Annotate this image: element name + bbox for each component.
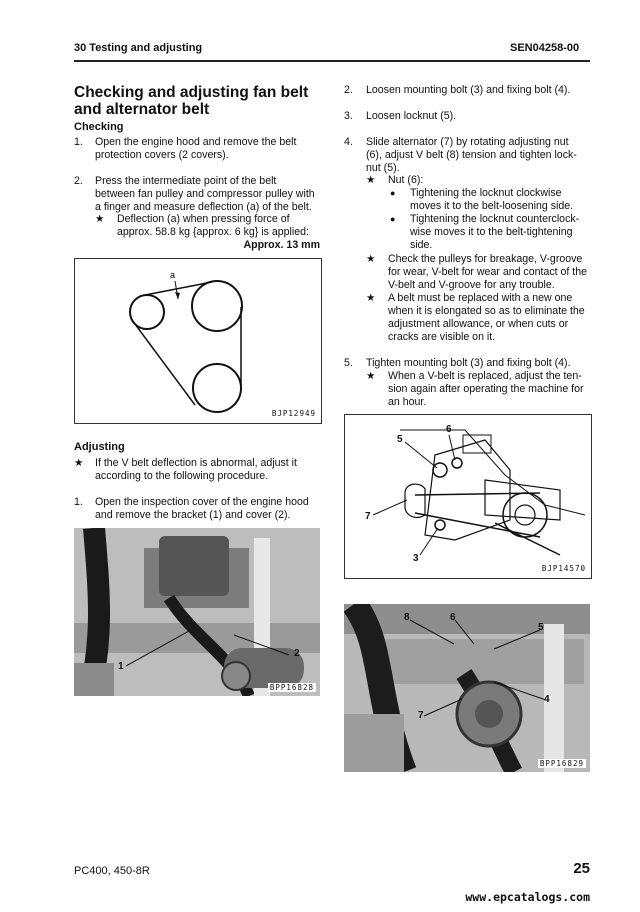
step5-text: Tighten mounting bolt (3) and fixing bolt (4).	[366, 357, 571, 369]
callout-2: 2	[294, 648, 300, 659]
callout-5: 5	[397, 434, 403, 445]
replace-note: A belt must be replaced with a new one when it is elongated so as to eliminate the adjustment allowance, or when cuts or cracks are visible on it.	[388, 292, 585, 343]
figure-code: BJP14570	[541, 564, 586, 573]
step3-text: Loosen locknut (5).	[366, 110, 457, 122]
deflection-value: Approx. 13 mm	[243, 239, 320, 251]
star-icon: ★	[366, 253, 376, 265]
step4-number: 4.	[344, 136, 353, 148]
callout-6: 6	[446, 424, 452, 435]
header-rule	[74, 60, 590, 62]
callout-3: 3	[413, 553, 419, 564]
photo-code: BPP16828	[269, 683, 314, 692]
step2-number: 2.	[344, 84, 353, 96]
model-label: PC400, 450-8R	[74, 865, 150, 877]
section-header: 30 Testing and adjusting	[74, 42, 203, 54]
adjusting-step1-number: 1.	[74, 496, 83, 508]
star-icon: ★	[366, 370, 376, 382]
callout-5: 5	[538, 622, 544, 633]
step3-number: 3.	[344, 110, 353, 122]
page-number: 25	[573, 860, 590, 877]
adjusting-heading: Adjusting	[74, 441, 125, 453]
engine-photo-alternator	[344, 604, 590, 772]
nut-label: Nut (6):	[388, 174, 424, 186]
star-icon: ★	[366, 292, 376, 304]
step5-number: 5.	[344, 357, 353, 369]
title-line-1: Checking and adjusting fan belt	[74, 84, 309, 101]
photo-code: BPP16829	[539, 759, 584, 768]
callout-1: 1	[118, 661, 124, 672]
checking-step2-number: 2.	[74, 175, 83, 187]
engine-photo-bracket-cover	[74, 528, 320, 696]
callout-8: 8	[404, 612, 410, 623]
callout-7: 7	[365, 511, 371, 522]
adjusting-note: If the V belt deflection is abnormal, adjust it according to the following procedure.	[95, 457, 297, 482]
adjusting-step1: Open the inspection cover of the engine hood and remove the bracket (1) and cover (2).	[95, 496, 309, 521]
belt-deflection-diagram	[74, 258, 322, 424]
star-icon: ★	[74, 457, 84, 469]
step4-text: Slide alternator (7) by rotating adjusting nut (6), adjust V belt (8) tension and tighten lock- nut (5).	[366, 136, 577, 174]
bullet1-text: Tightening the locknut clockwise moves it to the belt-loosening side.	[410, 187, 574, 212]
callout-7: 7	[418, 710, 424, 721]
step5-note: When a V-belt is replaced, adjust the ten- sion again after operating the machine for an hour.	[388, 370, 584, 408]
callout-6: 6	[450, 612, 456, 623]
document-id: SEN04258-00	[510, 42, 580, 54]
page-title	[74, 84, 308, 118]
checking-step2: Press the intermediate point of the belt between fan pulley and compressor pulley with a finger and measure deflection (a) of the belt.	[95, 175, 315, 213]
title-line-2: and alternator belt	[74, 101, 210, 118]
checking-step1-number: 1.	[74, 136, 83, 148]
checking-step1: Open the engine hood and remove the belt protection covers (2 covers).	[95, 136, 297, 161]
bullet2-text: Tightening the locknut counterclock- wise moves it to the belt-tightening side.	[410, 213, 580, 251]
check-note: Check the pulleys for breakage, V-groove for wear, V-belt for wear and contact of the V-belt and V-groove for any trouble.	[388, 253, 588, 291]
bullet-icon: ●	[390, 188, 396, 198]
callout-4: 4	[544, 694, 550, 705]
deflection-label-a: a	[170, 270, 176, 280]
figure-code: BJP12949	[271, 409, 316, 418]
step2-text: Loosen mounting bolt (3) and fixing bolt (4).	[366, 84, 571, 96]
star-icon: ★	[95, 213, 105, 225]
bullet-icon: ●	[390, 214, 396, 224]
deflection-note: Deflection (a) when pressing force of approx. 58.8 kg {approx. 6 kg} is applied:	[117, 213, 309, 238]
alternator-diagram	[344, 414, 592, 579]
checking-heading: Checking	[74, 121, 124, 133]
star-icon: ★	[366, 174, 376, 186]
website-link[interactable]: www.epcatalogs.com	[465, 890, 590, 904]
